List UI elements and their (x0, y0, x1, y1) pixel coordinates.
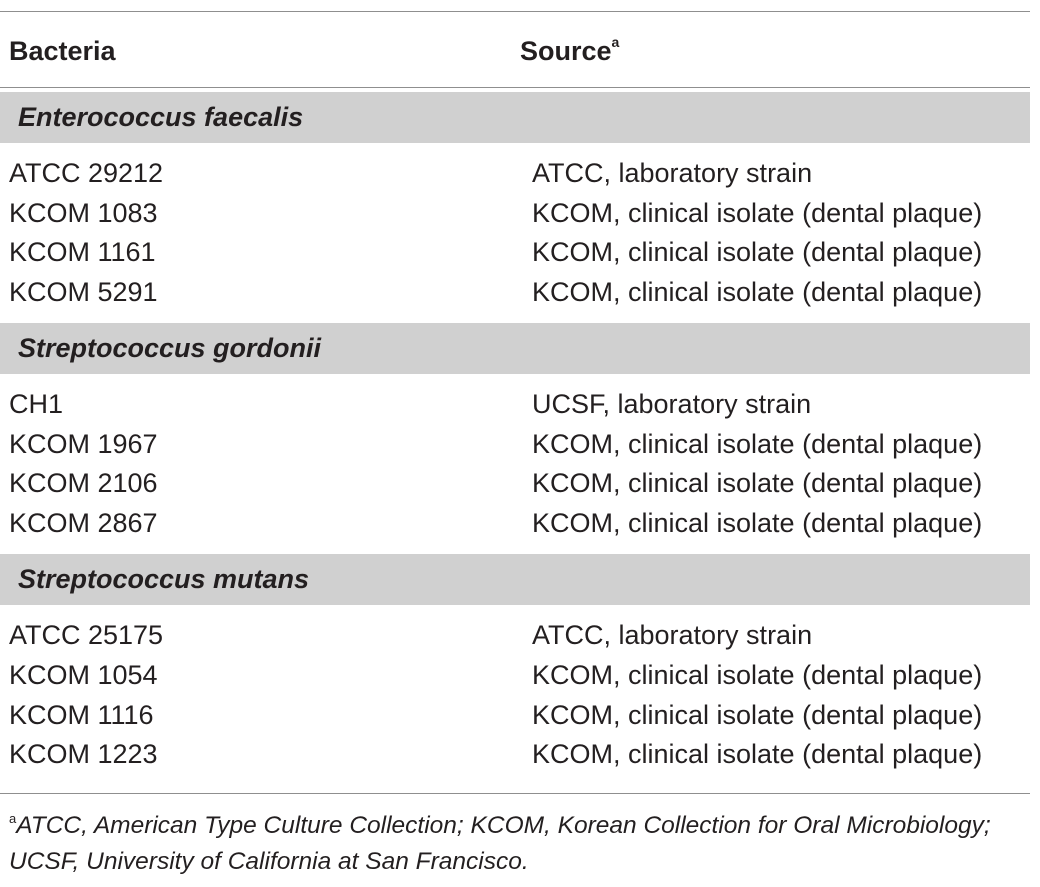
header-source (520, 30, 619, 72)
header-source-label: Source (520, 36, 612, 66)
strain-cell: KCOM 1223 (9, 739, 158, 769)
table-row (0, 384, 1030, 424)
group-name: Streptococcus gordonii (18, 333, 322, 363)
strain-cell: KCOM 5291 (9, 277, 158, 307)
group-header-streptococcus-mutans (0, 554, 1030, 605)
table-bottom-rule (0, 793, 1030, 794)
source-cell: KCOM, clinical isolate (dental plaque) (532, 700, 983, 730)
table-row (0, 655, 1030, 695)
table-row (0, 272, 1030, 312)
group-header-enterococcus-faecalis (0, 92, 1030, 143)
source-cell: KCOM, clinical isolate (dental plaque) (532, 198, 983, 228)
source-cell: KCOM, clinical isolate (dental plaque) (532, 468, 983, 498)
header-bacteria: Bacteria (9, 36, 116, 66)
table-row (0, 463, 1030, 503)
table-top-rule (0, 11, 1030, 12)
source-cell: UCSF, laboratory strain (532, 389, 812, 419)
source-cell: ATCC, laboratory strain (532, 620, 813, 650)
strain-cell: ATCC 25175 (9, 620, 164, 650)
table-row (0, 153, 1030, 193)
strain-cell: CH1 (9, 389, 64, 419)
footnote-marker: a (9, 811, 17, 826)
table-row (0, 734, 1030, 774)
strain-cell: KCOM 1161 (9, 237, 156, 267)
strain-cell: KCOM 1967 (9, 429, 158, 459)
source-cell: ATCC, laboratory strain (532, 158, 813, 188)
source-cell: KCOM, clinical isolate (dental plaque) (532, 508, 983, 538)
source-cell: KCOM, clinical isolate (dental plaque) (532, 660, 983, 690)
table-footnote (9, 808, 1024, 880)
footnote-text: ATCC, American Type Culture Collection; KCOM, Korean Collection for Oral Microbiology; UCSF, University of California at San Francisco. (9, 812, 991, 875)
strain-cell: KCOM 2106 (9, 468, 158, 498)
group-name: Streptococcus mutans (18, 564, 310, 594)
table-row (0, 503, 1030, 543)
group-name: Enterococcus faecalis (18, 102, 304, 132)
table-row (0, 232, 1030, 272)
source-cell: KCOM, clinical isolate (dental plaque) (532, 739, 983, 769)
strain-cell: ATCC 29212 (9, 158, 164, 188)
table-header-row (0, 30, 1030, 72)
header-source-footnote-marker: a (611, 34, 620, 50)
table-header-rule (0, 87, 1030, 88)
table-row (0, 193, 1030, 233)
strain-cell: KCOM 1054 (9, 660, 158, 690)
source-cell: KCOM, clinical isolate (dental plaque) (532, 277, 983, 307)
table-row (0, 615, 1030, 655)
source-cell: KCOM, clinical isolate (dental plaque) (532, 429, 983, 459)
strain-cell: KCOM 2867 (9, 508, 158, 538)
strain-cell: KCOM 1116 (9, 700, 154, 730)
group-header-streptococcus-gordonii (0, 323, 1030, 374)
table-row (0, 695, 1030, 735)
strain-cell: KCOM 1083 (9, 198, 158, 228)
source-cell: KCOM, clinical isolate (dental plaque) (532, 237, 983, 267)
table-row (0, 424, 1030, 464)
